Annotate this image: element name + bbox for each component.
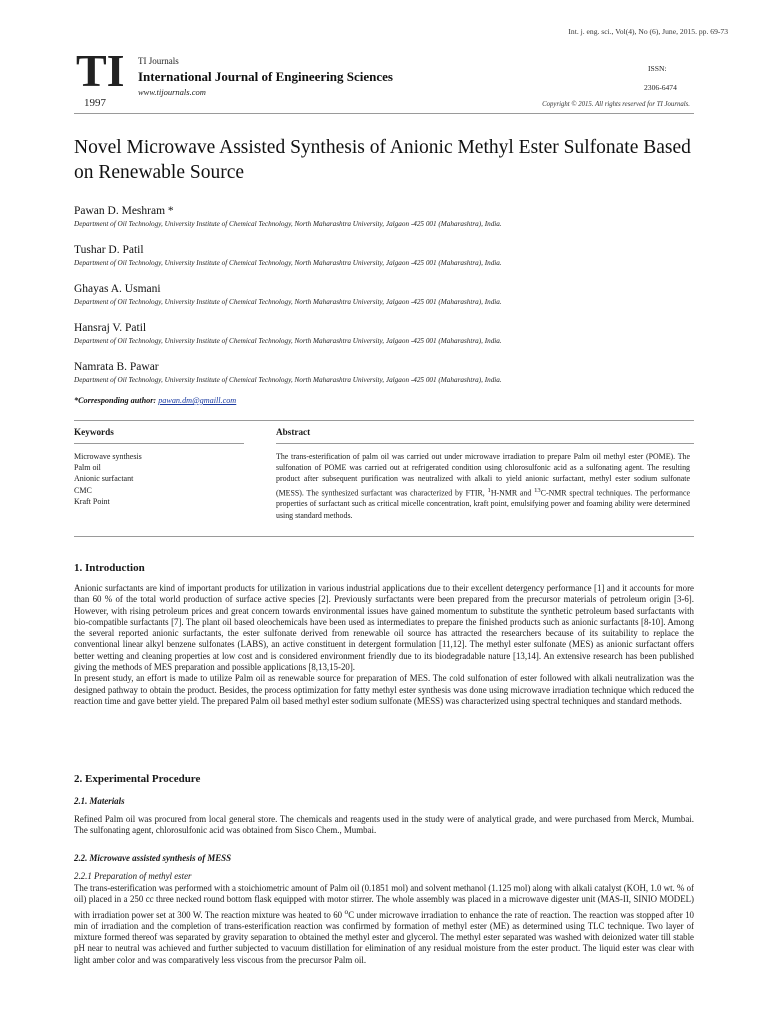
keyword-item: Kraft Point (74, 496, 110, 506)
journal-citation: Int. j. eng. sci., Vol(4), No (6), June, 2015. pp. 69-73 (568, 27, 728, 36)
publisher-name: TI Journals (138, 56, 179, 66)
introduction-text (74, 583, 694, 707)
journal-logo (74, 44, 128, 108)
paragraph: In present study, an effort is made to utilize Palm oil as renewable source for preparation of MES. The cold sulfonation of ester followed with alkali neutralization was the designed pathway to obtain the product. Besides, the process optimization for fatty methyl ester synthesis was done using microwave irradiation technique which reduced the reaction time and gave better yield. The prepared Palm oil based methyl ester sodium sulfonate (MESS) was characterized using spectral techniques and standard methods. (74, 673, 694, 706)
corresponding-label: *Corresponding author: (74, 396, 157, 405)
materials-text: Refined Palm oil was procured from local general store. The chemicals and reagents used in the study were of analytical grade, and were purchased from Merck, Mumbai. The sulfonating agent, chlorosulfonic acid was obtained from Sisco Chem., Mumbai. (74, 814, 694, 836)
abstract-rule (276, 443, 694, 444)
header-divider (74, 113, 694, 114)
journal-website-link[interactable]: www.tijournals.com (138, 87, 206, 97)
abstract-text-part: H-NMR and (490, 488, 535, 498)
author-affiliation: Department of Oil Technology, University Institute of Chemical Technology, North Maharashtra University, Jalgaon -425 001 (Maharashtra), India. (74, 220, 502, 228)
issn-value: 2306-6474 (644, 83, 677, 92)
paragraph-part: The trans-esterification was performed with a stoichiometric amount of Palm oil (0.1851 mol) and solvent methanol (1.125 mol) along with alkali catalyst (KOH, 1.0 wt. % of oil) placed in a 250 cc three necked round bottom flask equipped with motor stirrer. The whole assembly was placed in a microwave digester unit (MAS-II, SINIO MODEL) with irradiation power set at 300 W. The reaction mixture was heated to 60 (74, 883, 694, 920)
superscript: o (344, 906, 349, 916)
abstract-top-rule (74, 420, 694, 421)
author-list (74, 204, 724, 399)
abstract-bottom-rule (74, 536, 694, 537)
issn-block (644, 64, 677, 92)
keyword-item: CMC (74, 485, 92, 495)
paper-title: Novel Microwave Assisted Synthesis of Anionic Methyl Ester Sulfonate Based on Renewable Source (74, 137, 691, 183)
abstract-text-part: C-NMR spectral techniques. The performance properties of surfactant such as critical micelle concentration, kraft point, emulsifying power and foaming ability were determined using standard methods. (276, 488, 690, 520)
paragraph: Anionic surfactants are kind of important products for utilization in various industrial applications due to their excellent detergency performance [1] and it accounts for more than 60 % of the total world production of surface active species [2]. Previously surfactants were been prepared from the precursor materials of petroleum origin [3-6]. However, with rising petroleum prices and great concern towards environmental issues have gained momentum to substitute the synthetic petroleum based surfactants with bio-compatible surfactants [7]. The plant oil based oleochemicals have been used as intermediates to prepare the finished products such as anionic surfactants [8-10]. Among the several reported anionic surfactants, the ester sulfonate derived from renewable oil source has attracted the researchers because of its suitability to replace the conventional linear alkyl benzene sulfonates (LABS), an active constituent in detergent formulation [11,12]. The methyl ester sulfonate (MES) as anionic surfactant offers better wetting and cleaning properties at low cost and is considered environment friendly due to its biodegradable nature [13,14]. An extensive research has been published giving the methods of MES preparation and possible applications [8,13,15-20]. (74, 583, 694, 673)
author-affiliation: Department of Oil Technology, University Institute of Chemical Technology, North Maharashtra University, Jalgaon -425 001 (Maharashtra), India. (74, 337, 502, 345)
issn-label: ISSN: (648, 64, 667, 73)
author-affiliation: Department of Oil Technology, University Institute of Chemical Technology, North Maharashtra University, Jalgaon -425 001 (Maharashtra), India. (74, 298, 502, 306)
corresponding-author (74, 396, 236, 405)
author-affiliation: Department of Oil Technology, University Institute of Chemical Technology, North Maharashtra University, Jalgaon -425 001 (Maharashtra), India. (74, 259, 502, 267)
abstract-text-part: The trans-esterification of palm oil was carried out under microwave irradiation to prepare Palm oil methyl ester (POME). The sulfonation of POME was carried out at refrigerated condition using chlorosulfonic acid as a sulfonating agent. The resulting product after subsequent purification was neutralized with alkali to yield anionic surfactant, methyl ester sodium sulfonate (MESS). The synthesized surfactant was characterized by FTIR, (276, 452, 690, 498)
abstract-text (276, 451, 690, 521)
keyword-item: Microwave synthesis (74, 452, 142, 461)
author-name: Pawan D. Meshram * (74, 205, 174, 217)
paragraph-part: C under microwave irradiation to enhance the rate of reaction. The reaction was stopped after 10 min of irradiation and the completion of trans-esterification reaction was confirmed by formation of methyl ester (ME) as determined using TLC technique. Two layer of mixture formed thereof was separated by gravity separation to obtained the methyl ester and glycerol. The methyl ester separated was washed with deionized water till stable pH near to neutral was achieved and further subjected to vacuum distillation for elimination of any residual moisture from the ester product. The liquid ester was clear with light amber color and was comparatively less viscous from the precursor Palm oil. (74, 909, 694, 965)
subsubsection-heading-methyl-ester: 2.2.1 Preparation of methyl ester (74, 871, 192, 881)
subsection-heading-mess: 2.2. Microwave assisted synthesis of MESS (74, 853, 232, 863)
author-entry (74, 243, 724, 282)
methyl-ester-text (74, 883, 694, 966)
author-affiliation: Department of Oil Technology, University Institute of Chemical Technology, North Maharashtra University, Jalgaon -425 001 (Maharashtra), India. (74, 376, 502, 384)
author-name: Tushar D. Patil (74, 244, 144, 256)
author-entry (74, 204, 724, 243)
logo-letters: TI (76, 45, 125, 96)
corresponding-email-link[interactable]: pawan.dm@gmaill.com (158, 396, 237, 405)
abstract-heading: Abstract (276, 427, 311, 437)
keyword-item: Palm oil (74, 463, 101, 473)
copyright-notice: Copyright © 2015. All rights reserved for TI Journals. (542, 101, 690, 108)
author-entry (74, 321, 724, 360)
superscript: 1 (487, 486, 491, 494)
journal-name: International Journal of Engineering Sciences (138, 69, 393, 84)
author-name: Ghayas A. Usmani (74, 283, 161, 295)
keywords-rule (74, 443, 244, 444)
author-name: Hansraj V. Patil (74, 322, 147, 334)
section-heading-introduction: 1. Introduction (74, 562, 145, 574)
author-entry (74, 360, 724, 399)
author-name: Namrata B. Pawar (74, 361, 159, 373)
logo-year: 1997 (84, 97, 106, 108)
keywords-heading: Keywords (74, 427, 114, 437)
author-entry (74, 282, 724, 321)
keyword-item: Anionic surfactant (74, 474, 134, 484)
subsection-heading-materials: 2.1. Materials (74, 796, 125, 806)
keywords-list (74, 451, 142, 507)
superscript: 13 (534, 486, 541, 494)
section-heading-experimental: 2. Experimental Procedure (74, 773, 201, 785)
journal-info (138, 56, 393, 97)
